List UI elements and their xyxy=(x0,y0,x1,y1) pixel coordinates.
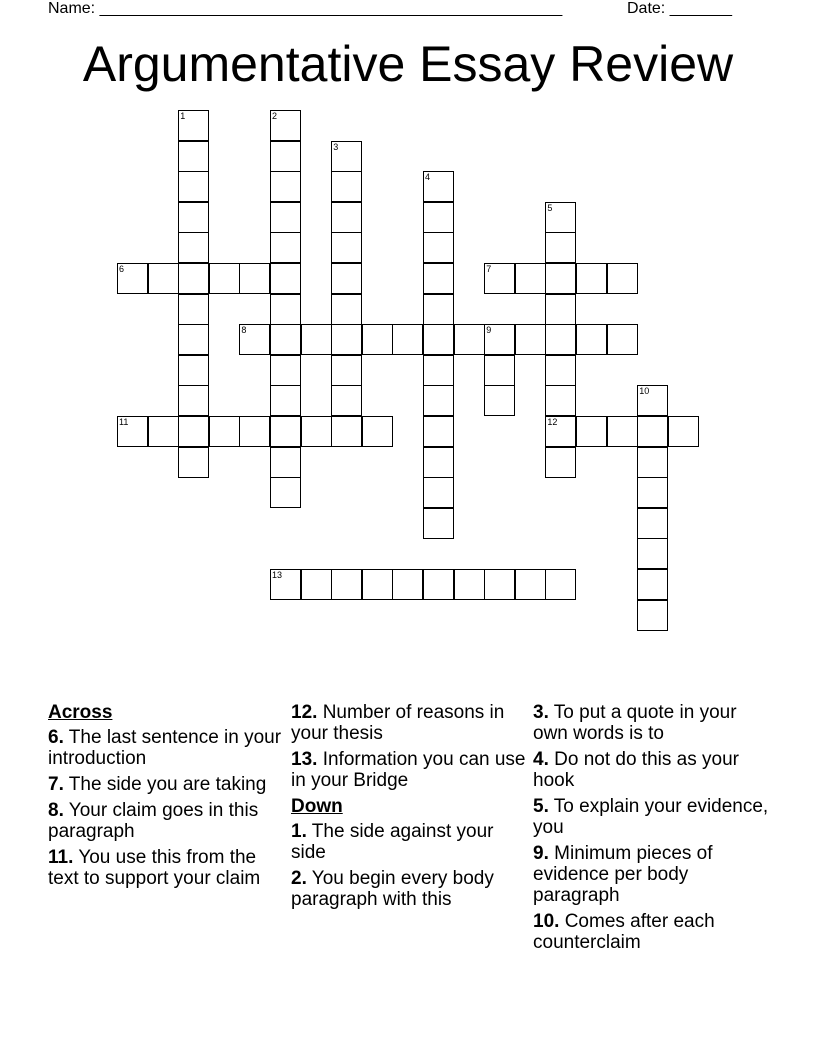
crossword-cell[interactable] xyxy=(331,202,362,233)
crossword-cell[interactable] xyxy=(178,324,209,355)
crossword-cell[interactable] xyxy=(545,355,576,386)
cell-number: 4 xyxy=(425,172,431,183)
crossword-cell[interactable] xyxy=(270,202,301,233)
crossword-cell[interactable] xyxy=(637,477,668,508)
clue-down-4 xyxy=(533,749,773,791)
clue-number: 1. xyxy=(291,821,307,842)
crossword-cell[interactable] xyxy=(178,263,209,294)
clue-text: To put a quote in your own words is to xyxy=(533,702,737,744)
crossword-cell[interactable] xyxy=(270,232,301,263)
crossword-cell[interactable] xyxy=(331,263,362,294)
clue-across-12 xyxy=(291,702,531,744)
clue-text: You use this from the text to support your claim xyxy=(48,847,261,889)
clue-text: To explain your evidence, you xyxy=(533,796,769,838)
cell-number: 8 xyxy=(241,325,247,336)
crossword-cell[interactable] xyxy=(178,141,209,172)
crossword-cell[interactable] xyxy=(331,141,362,172)
crossword-cell[interactable] xyxy=(331,569,362,600)
cell-number: 5 xyxy=(547,202,553,213)
crossword-cell[interactable] xyxy=(576,416,607,447)
cell-number: 11 xyxy=(119,417,129,427)
clue-number: 7. xyxy=(48,774,64,795)
crossword-cell[interactable] xyxy=(423,232,454,263)
crossword-cell[interactable] xyxy=(239,416,270,447)
crossword-cell[interactable] xyxy=(423,171,454,202)
crossword-cell[interactable] xyxy=(331,355,362,386)
cell-number: 12 xyxy=(547,417,558,427)
crossword-cell[interactable] xyxy=(392,324,423,355)
crossword-cell[interactable] xyxy=(484,324,515,355)
crossword-cell[interactable] xyxy=(331,385,362,416)
crossword-cell[interactable] xyxy=(545,232,576,263)
crossword-cell[interactable] xyxy=(423,447,454,478)
clue-column-1 xyxy=(48,702,288,894)
clue-number: 10. xyxy=(533,911,560,932)
cell-number: 1 xyxy=(180,111,186,121)
crossword-cell[interactable] xyxy=(515,263,546,294)
crossword-cell[interactable] xyxy=(117,416,148,447)
clue-text: Number of reasons in your thesis xyxy=(291,702,505,744)
cell-number: 6 xyxy=(119,264,125,274)
crossword-cell[interactable] xyxy=(270,355,301,386)
crossword-cell[interactable] xyxy=(423,416,454,447)
crossword-cell[interactable] xyxy=(423,477,454,508)
crossword-cell[interactable] xyxy=(270,294,301,325)
crossword-cell[interactable] xyxy=(545,416,576,447)
cell-number: 2 xyxy=(272,111,278,121)
crossword-cell[interactable] xyxy=(362,569,393,600)
crossword-cell[interactable] xyxy=(484,385,515,416)
clue-text: Your claim goes in this paragraph xyxy=(48,800,259,842)
crossword-cell[interactable] xyxy=(423,355,454,386)
clue-number: 9. xyxy=(533,843,549,864)
crossword-cell[interactable] xyxy=(301,569,332,600)
crossword-cell[interactable] xyxy=(270,141,301,172)
crossword-cell[interactable] xyxy=(484,355,515,386)
crossword-cell[interactable] xyxy=(515,569,546,600)
crossword-cell[interactable] xyxy=(178,447,209,478)
crossword-cell[interactable] xyxy=(270,477,301,508)
crossword-cell[interactable] xyxy=(270,263,301,294)
clue-text: Minimum pieces of evidence per body paragraph xyxy=(533,843,713,906)
crossword-cell[interactable] xyxy=(331,416,362,447)
crossword-cell[interactable] xyxy=(331,294,362,325)
crossword-cell[interactable] xyxy=(331,232,362,263)
crossword-cell[interactable] xyxy=(545,263,576,294)
crossword-cell[interactable] xyxy=(148,416,179,447)
crossword-cell[interactable] xyxy=(607,416,638,447)
name-field[interactable]: Name: ____________________________________________________ xyxy=(48,0,563,17)
cell-number: 13 xyxy=(272,570,283,580)
crossword-cell[interactable] xyxy=(178,385,209,416)
crossword-cell[interactable] xyxy=(637,600,668,631)
crossword-cell[interactable] xyxy=(178,232,209,263)
crossword-cell[interactable] xyxy=(270,447,301,478)
crossword-cell[interactable] xyxy=(270,110,301,141)
clue-number: 4. xyxy=(533,749,549,770)
clue-text: You begin every body paragraph with this xyxy=(291,868,494,910)
date-field[interactable]: Date: _______ xyxy=(627,0,732,17)
crossword-cell[interactable] xyxy=(178,416,209,447)
crossword-cell[interactable] xyxy=(637,416,668,447)
across-heading: Across xyxy=(48,702,113,723)
clue-across-7 xyxy=(48,774,288,795)
clue-across-6 xyxy=(48,727,288,769)
crossword-cell[interactable] xyxy=(362,324,393,355)
clue-number: 11. xyxy=(48,847,74,868)
crossword-cell[interactable] xyxy=(178,355,209,386)
crossword-cell[interactable] xyxy=(545,385,576,416)
clue-text: The side you are taking xyxy=(68,774,267,795)
crossword-cell[interactable] xyxy=(270,171,301,202)
crossword-cell[interactable] xyxy=(209,263,240,294)
clue-down-2 xyxy=(291,868,531,910)
crossword-cell[interactable] xyxy=(239,263,270,294)
clue-number: 3. xyxy=(533,702,549,723)
down-heading: Down xyxy=(291,796,343,817)
crossword-cell[interactable] xyxy=(270,569,301,600)
clue-text: Information you can use in your Bridge xyxy=(291,749,526,791)
crossword-cell[interactable] xyxy=(362,416,393,447)
clue-down-1 xyxy=(291,821,531,863)
clue-text: The side against your side xyxy=(291,821,494,863)
crossword-cell[interactable] xyxy=(423,385,454,416)
crossword-cell[interactable] xyxy=(423,569,454,600)
crossword-cell[interactable] xyxy=(637,538,668,569)
crossword-cell[interactable] xyxy=(148,263,179,294)
crossword-cell[interactable] xyxy=(270,324,301,355)
crossword-cell[interactable] xyxy=(178,110,209,141)
crossword-cell[interactable] xyxy=(637,447,668,478)
crossword-cell[interactable] xyxy=(423,324,454,355)
crossword-cell[interactable] xyxy=(515,324,546,355)
crossword-cell[interactable] xyxy=(423,202,454,233)
crossword-cell[interactable] xyxy=(423,508,454,539)
cell-number: 3 xyxy=(333,141,339,152)
crossword-cell[interactable] xyxy=(331,324,362,355)
clue-down-9 xyxy=(533,843,773,906)
clue-number: 12. xyxy=(291,702,318,723)
clue-text: The last sentence in your introduction xyxy=(48,727,282,769)
clue-across-11 xyxy=(48,847,288,889)
crossword-cell[interactable] xyxy=(178,202,209,233)
clue-across-8 xyxy=(48,800,288,842)
crossword-cell[interactable] xyxy=(423,263,454,294)
crossword-cell[interactable] xyxy=(637,508,668,539)
crossword-cell[interactable] xyxy=(484,569,515,600)
crossword-cell[interactable] xyxy=(545,294,576,325)
clue-across-13 xyxy=(291,749,531,791)
crossword-cell[interactable] xyxy=(270,416,301,447)
crossword-cell[interactable] xyxy=(545,324,576,355)
crossword-cell[interactable] xyxy=(545,569,576,600)
clue-column-2 xyxy=(291,702,531,915)
cell-number: 7 xyxy=(486,264,492,274)
crossword-cell[interactable] xyxy=(423,294,454,325)
crossword-cell[interactable] xyxy=(668,416,699,447)
clue-down-3 xyxy=(533,702,773,744)
crossword-cell[interactable] xyxy=(301,416,332,447)
crossword-cell[interactable] xyxy=(454,324,485,355)
cell-number: 9 xyxy=(486,325,492,336)
crossword-cell[interactable] xyxy=(392,569,423,600)
crossword-cell[interactable] xyxy=(607,324,638,355)
crossword-cell[interactable] xyxy=(576,263,607,294)
crossword-cell[interactable] xyxy=(331,171,362,202)
page-title: Argumentative Essay Review xyxy=(82,36,734,92)
crossword-cell[interactable] xyxy=(454,569,485,600)
crossword-cell[interactable] xyxy=(607,263,638,294)
clue-text: Comes after each counterclaim xyxy=(533,911,715,953)
crossword-cell[interactable] xyxy=(545,202,576,233)
crossword-cell[interactable] xyxy=(209,416,240,447)
crossword-cell[interactable] xyxy=(576,324,607,355)
crossword-cell[interactable] xyxy=(117,263,148,294)
crossword-cell[interactable] xyxy=(270,385,301,416)
clue-down-5 xyxy=(533,796,773,838)
crossword-cell[interactable] xyxy=(637,385,668,416)
crossword-cell[interactable] xyxy=(178,294,209,325)
clue-column-3 xyxy=(533,702,773,958)
crossword-cell[interactable] xyxy=(545,447,576,478)
crossword-cell[interactable] xyxy=(484,263,515,294)
clue-number: 5. xyxy=(533,796,549,817)
clue-number: 2. xyxy=(291,868,307,889)
crossword-cell[interactable] xyxy=(178,171,209,202)
crossword-cell[interactable] xyxy=(239,324,270,355)
crossword-cell[interactable] xyxy=(301,324,332,355)
clue-text: Do not do this as your hook xyxy=(533,749,739,791)
clue-down-10 xyxy=(533,911,773,953)
clue-number: 13. xyxy=(291,749,318,770)
clue-number: 8. xyxy=(48,800,64,821)
crossword-cell[interactable] xyxy=(637,569,668,600)
cell-number: 10 xyxy=(639,386,650,397)
clue-number: 6. xyxy=(48,727,64,748)
